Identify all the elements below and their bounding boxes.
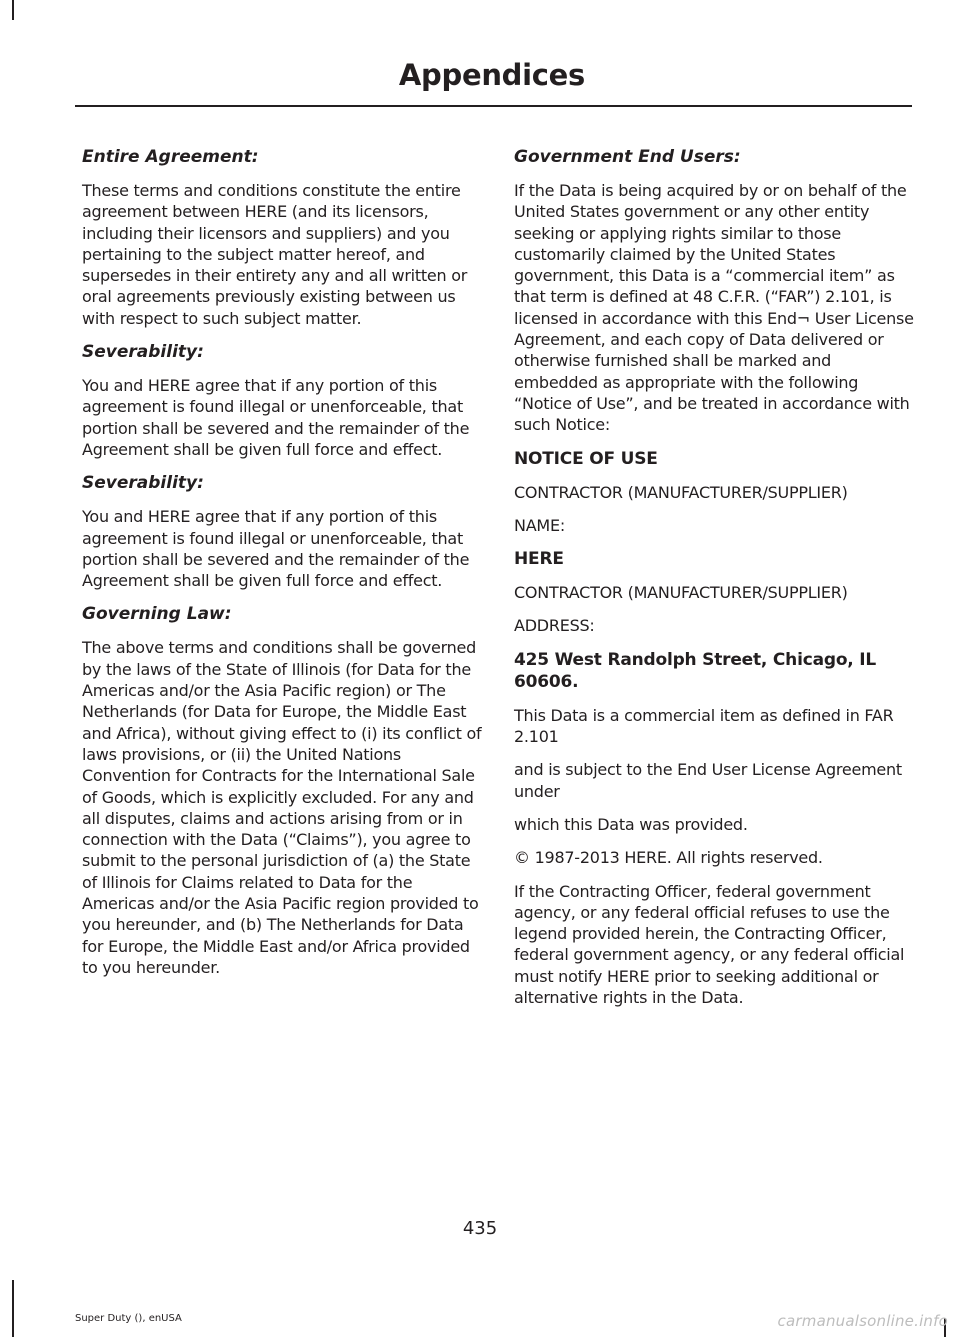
paragraph: These terms and conditions constitute the entire agreement between HERE (and its licensors, including their licensors and suppliers) and you pertaining to the subject matter hereof, and supersedes in their entirety any and all written or oral agreements previously existing between us with respect to such subject matter.	[82, 181, 468, 328]
paragraph: You and HERE agree that if any portion of this agreement is found illegal or unenforceable, that portion shall be severed and the remainder of the Agreement shall be given full force and effect.	[82, 507, 470, 591]
header-divider	[75, 105, 912, 107]
paragraph: ADDRESS:	[514, 616, 595, 636]
paragraph: If the Data is being acquired by or on behalf of the United States government or any other entity seeking or applying rights similar to those customarily claimed by the United States government, this Data is a “commercial item” as that term is defined at 48 C.F.R. (“FAR”) 2.101, is licensed in accordance with this End¬ User License Agreement, and each copy of Data delivered or otherwise furnished shall be marked and embedded as appropriate with the following “Notice of Use”, and be treated in accordance with such Notice:	[514, 181, 914, 435]
paragraph: If the Contracting Officer, federal government agency, or any federal official refuses to use the legend provided herein, the Contracting Officer, federal government agency, or any federal official must notify HERE prior to seeking additional or alternative rights in the Data.	[514, 881, 905, 1008]
right-column	[514, 146, 914, 1020]
footer-text: Super Duty (), enUSA	[75, 1313, 182, 1324]
crop-mark-bottom-left	[12, 1280, 14, 1337]
crop-mark-top-left	[12, 0, 14, 20]
page-title: Appendices	[398, 58, 585, 92]
watermark: carmanualsonline.info	[777, 1312, 948, 1330]
left-column	[82, 146, 482, 990]
bold-text: HERE	[514, 549, 564, 570]
section-heading: Government End Users:	[514, 147, 741, 167]
paragraph: NAME:	[514, 515, 565, 535]
bold-text: 425 West Randolph Street, Chicago, IL 60606.	[514, 649, 877, 692]
paragraph: The above terms and conditions shall be governed by the laws of the State of Illinois (for Data for the Americas and/or the Asia Pacific region) or The Netherlands (for Data for Europe, the Middle East and Africa), without giving effect to (i) its conflict of laws provisions, or (ii) the United Nations Convention for Contracts for the International Sale of Goods, which is explicitly excluded. For any and all disputes, claims and actions arising from or in connection with the Data (“Claims”), you agree to submit to the personal jurisdiction of (a) the State of Illinois for Claims related to Data for the Americas and/or the Asia Pacific region provided to you hereunder, and (b) The Netherlands for Data for Europe, the Middle East and/or Africa provided to you hereunder.	[82, 638, 482, 977]
paragraph: You and HERE agree that if any portion of this agreement is found illegal or unenforceable, that portion shall be severed and the remainder of the Agreement shall be given full force and effect.	[82, 376, 470, 459]
paragraph: © 1987-2013 HERE. All rights reserved.	[514, 848, 823, 868]
bold-text: NOTICE OF USE	[514, 448, 658, 469]
paragraph: This Data is a commercial item as defined in FAR 2.101	[514, 705, 894, 747]
section-heading: Entire Agreement:	[82, 147, 259, 167]
section-heading: Governing Law:	[82, 604, 232, 625]
paragraph: and is subject to the End User License Agreement under	[514, 760, 902, 801]
paragraph: CONTRACTOR (MANUFACTURER/SUPPLIER)	[514, 583, 848, 603]
page-number: 435	[462, 1218, 498, 1239]
paragraph: which this Data was provided.	[514, 814, 748, 834]
section-heading: Severability:	[82, 342, 204, 363]
paragraph: CONTRACTOR (MANUFACTURER/SUPPLIER)	[514, 482, 848, 502]
section-heading: Severability:	[82, 473, 204, 494]
